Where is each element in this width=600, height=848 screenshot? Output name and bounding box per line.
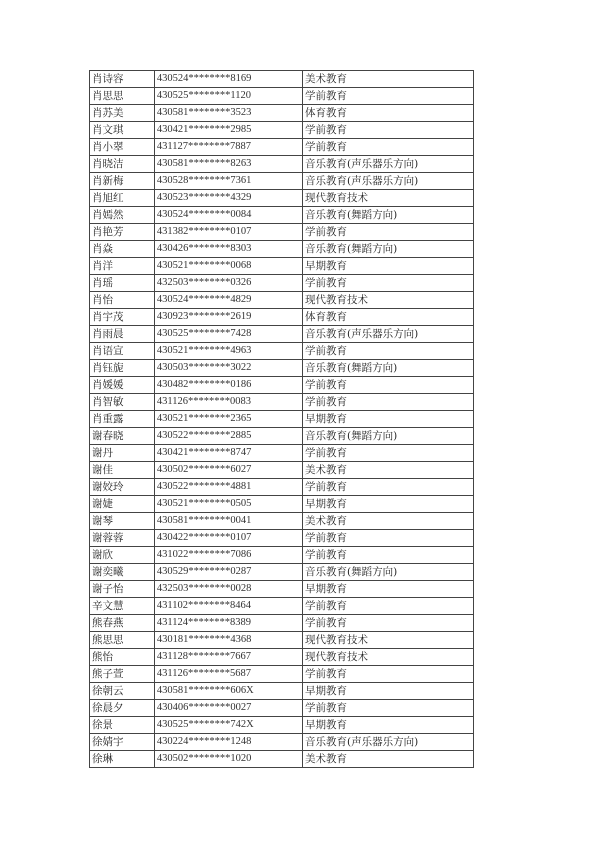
major-cell: 早期教育 <box>303 683 474 700</box>
table-row <box>90 734 474 751</box>
major-cell: 早期教育 <box>303 411 474 428</box>
major-cell: 音乐教育(舞蹈方向) <box>303 207 474 224</box>
major-cell: 学前教育 <box>303 547 474 564</box>
major-cell: 音乐教育(声乐器乐方向) <box>303 173 474 190</box>
name-cell: 肖诗容 <box>90 71 155 88</box>
id-number-cell: 430224********1248 <box>154 734 302 751</box>
table-row <box>90 615 474 632</box>
major-cell: 学前教育 <box>303 700 474 717</box>
table-row <box>90 581 474 598</box>
name-cell: 谢琴 <box>90 513 155 530</box>
table-row <box>90 598 474 615</box>
major-cell: 早期教育 <box>303 717 474 734</box>
id-number-cell: 430581********0041 <box>154 513 302 530</box>
name-cell: 肖旭红 <box>90 190 155 207</box>
major-cell: 学前教育 <box>303 479 474 496</box>
name-cell: 肖雨晨 <box>90 326 155 343</box>
table-row <box>90 394 474 411</box>
id-number-cell: 432503********0028 <box>154 581 302 598</box>
name-cell: 肖晓洁 <box>90 156 155 173</box>
major-cell: 学前教育 <box>303 139 474 156</box>
name-cell: 谢春晓 <box>90 428 155 445</box>
name-cell: 肖宇茂 <box>90 309 155 326</box>
major-cell: 学前教育 <box>303 666 474 683</box>
table-row <box>90 496 474 513</box>
major-cell: 美术教育 <box>303 71 474 88</box>
table-row <box>90 139 474 156</box>
id-number-cell: 430502********6027 <box>154 462 302 479</box>
table-row <box>90 564 474 581</box>
name-cell: 肖重露 <box>90 411 155 428</box>
major-cell: 音乐教育(声乐器乐方向) <box>303 156 474 173</box>
id-number-cell: 430503********3022 <box>154 360 302 377</box>
id-number-cell: 430524********0084 <box>154 207 302 224</box>
table-row <box>90 156 474 173</box>
table-row <box>90 666 474 683</box>
id-number-cell: 430521********4963 <box>154 343 302 360</box>
table-row <box>90 377 474 394</box>
id-number-cell: 432503********0326 <box>154 275 302 292</box>
name-cell: 肖苏美 <box>90 105 155 122</box>
table-row <box>90 105 474 122</box>
table-row <box>90 411 474 428</box>
major-cell: 音乐教育(声乐器乐方向) <box>303 326 474 343</box>
name-cell: 熊思思 <box>90 632 155 649</box>
major-cell: 现代教育技术 <box>303 632 474 649</box>
name-cell: 谢蓉蓉 <box>90 530 155 547</box>
table-row <box>90 207 474 224</box>
name-cell: 肖怡 <box>90 292 155 309</box>
name-cell: 肖语宣 <box>90 343 155 360</box>
name-cell: 谢姣玲 <box>90 479 155 496</box>
id-number-cell: 430522********4881 <box>154 479 302 496</box>
id-number-cell: 430521********0505 <box>154 496 302 513</box>
table-row <box>90 632 474 649</box>
name-cell: 肖焱 <box>90 241 155 258</box>
table-row <box>90 445 474 462</box>
name-cell: 辛文慧 <box>90 598 155 615</box>
major-cell: 现代教育技术 <box>303 649 474 666</box>
table-row <box>90 343 474 360</box>
name-cell: 谢奕曦 <box>90 564 155 581</box>
name-cell: 谢佳 <box>90 462 155 479</box>
table-row <box>90 190 474 207</box>
name-cell: 肖思思 <box>90 88 155 105</box>
name-cell: 徐晨夕 <box>90 700 155 717</box>
major-cell: 学前教育 <box>303 445 474 462</box>
id-number-cell: 430525********7428 <box>154 326 302 343</box>
name-cell: 谢欣 <box>90 547 155 564</box>
id-number-cell: 430581********3523 <box>154 105 302 122</box>
id-number-cell: 430181********4368 <box>154 632 302 649</box>
name-cell: 熊子萱 <box>90 666 155 683</box>
id-number-cell: 430529********0287 <box>154 564 302 581</box>
major-cell: 早期教育 <box>303 581 474 598</box>
id-number-cell: 431382********0107 <box>154 224 302 241</box>
major-cell: 学前教育 <box>303 343 474 360</box>
id-number-cell: 430502********1020 <box>154 751 302 768</box>
table-row <box>90 360 474 377</box>
name-cell: 谢婕 <box>90 496 155 513</box>
major-cell: 学前教育 <box>303 224 474 241</box>
student-table <box>89 70 474 768</box>
major-cell: 音乐教育(舞蹈方向) <box>303 564 474 581</box>
major-cell: 美术教育 <box>303 462 474 479</box>
name-cell: 徐景 <box>90 717 155 734</box>
major-cell: 学前教育 <box>303 88 474 105</box>
table-body <box>90 71 474 768</box>
name-cell: 肖小翠 <box>90 139 155 156</box>
id-number-cell: 431124********8389 <box>154 615 302 632</box>
major-cell: 早期教育 <box>303 496 474 513</box>
table-row <box>90 751 474 768</box>
major-cell: 现代教育技术 <box>303 292 474 309</box>
name-cell: 肖钰旎 <box>90 360 155 377</box>
table-row <box>90 326 474 343</box>
major-cell: 美术教育 <box>303 751 474 768</box>
major-cell: 美术教育 <box>303 513 474 530</box>
name-cell: 徐琳 <box>90 751 155 768</box>
name-cell: 肖媛媛 <box>90 377 155 394</box>
table-row <box>90 241 474 258</box>
id-number-cell: 430522********2885 <box>154 428 302 445</box>
id-number-cell: 430422********0107 <box>154 530 302 547</box>
id-number-cell: 431126********0083 <box>154 394 302 411</box>
id-number-cell: 430923********2619 <box>154 309 302 326</box>
id-number-cell: 431127********7887 <box>154 139 302 156</box>
major-cell: 音乐教育(舞蹈方向) <box>303 428 474 445</box>
name-cell: 徐朝云 <box>90 683 155 700</box>
name-cell: 熊春燕 <box>90 615 155 632</box>
table-row <box>90 683 474 700</box>
table-row <box>90 275 474 292</box>
name-cell: 肖艳芳 <box>90 224 155 241</box>
id-number-cell: 431022********7086 <box>154 547 302 564</box>
id-number-cell: 430521********0068 <box>154 258 302 275</box>
id-number-cell: 431126********5687 <box>154 666 302 683</box>
major-cell: 音乐教育(舞蹈方向) <box>303 360 474 377</box>
table-row <box>90 292 474 309</box>
id-number-cell: 430482********0186 <box>154 377 302 394</box>
major-cell: 学前教育 <box>303 615 474 632</box>
table-row <box>90 513 474 530</box>
table-row <box>90 88 474 105</box>
major-cell: 学前教育 <box>303 275 474 292</box>
id-number-cell: 430524********8169 <box>154 71 302 88</box>
id-number-cell: 430421********2985 <box>154 122 302 139</box>
name-cell: 谢丹 <box>90 445 155 462</box>
table-row <box>90 258 474 275</box>
id-number-cell: 430525********1120 <box>154 88 302 105</box>
name-cell: 徐婧宇 <box>90 734 155 751</box>
id-number-cell: 430525********742X <box>154 717 302 734</box>
id-number-cell: 431128********7667 <box>154 649 302 666</box>
table-row <box>90 479 474 496</box>
table-row <box>90 547 474 564</box>
table-row <box>90 649 474 666</box>
name-cell: 肖智敏 <box>90 394 155 411</box>
major-cell: 音乐教育(舞蹈方向) <box>303 241 474 258</box>
name-cell: 肖瑶 <box>90 275 155 292</box>
id-number-cell: 430426********8303 <box>154 241 302 258</box>
id-number-cell: 430524********4829 <box>154 292 302 309</box>
major-cell: 早期教育 <box>303 258 474 275</box>
table-row <box>90 122 474 139</box>
table-row <box>90 309 474 326</box>
major-cell: 体育教育 <box>303 105 474 122</box>
table-row <box>90 717 474 734</box>
major-cell: 学前教育 <box>303 122 474 139</box>
major-cell: 现代教育技术 <box>303 190 474 207</box>
table-row <box>90 71 474 88</box>
major-cell: 学前教育 <box>303 530 474 547</box>
table-row <box>90 700 474 717</box>
name-cell: 熊怡 <box>90 649 155 666</box>
table-row <box>90 462 474 479</box>
major-cell: 学前教育 <box>303 394 474 411</box>
id-number-cell: 430521********2365 <box>154 411 302 428</box>
name-cell: 肖文琪 <box>90 122 155 139</box>
table-row <box>90 530 474 547</box>
table-row <box>90 173 474 190</box>
name-cell: 肖新梅 <box>90 173 155 190</box>
id-number-cell: 430406********0027 <box>154 700 302 717</box>
major-cell: 学前教育 <box>303 377 474 394</box>
name-cell: 肖嫣然 <box>90 207 155 224</box>
name-cell: 谢子怡 <box>90 581 155 598</box>
id-number-cell: 431102********8464 <box>154 598 302 615</box>
major-cell: 音乐教育(声乐器乐方向) <box>303 734 474 751</box>
name-cell: 肖洋 <box>90 258 155 275</box>
id-number-cell: 430528********7361 <box>154 173 302 190</box>
table-row <box>90 428 474 445</box>
id-number-cell: 430581********606X <box>154 683 302 700</box>
table-row <box>90 224 474 241</box>
major-cell: 体育教育 <box>303 309 474 326</box>
id-number-cell: 430421********8747 <box>154 445 302 462</box>
id-number-cell: 430523********4329 <box>154 190 302 207</box>
id-number-cell: 430581********8263 <box>154 156 302 173</box>
major-cell: 学前教育 <box>303 598 474 615</box>
